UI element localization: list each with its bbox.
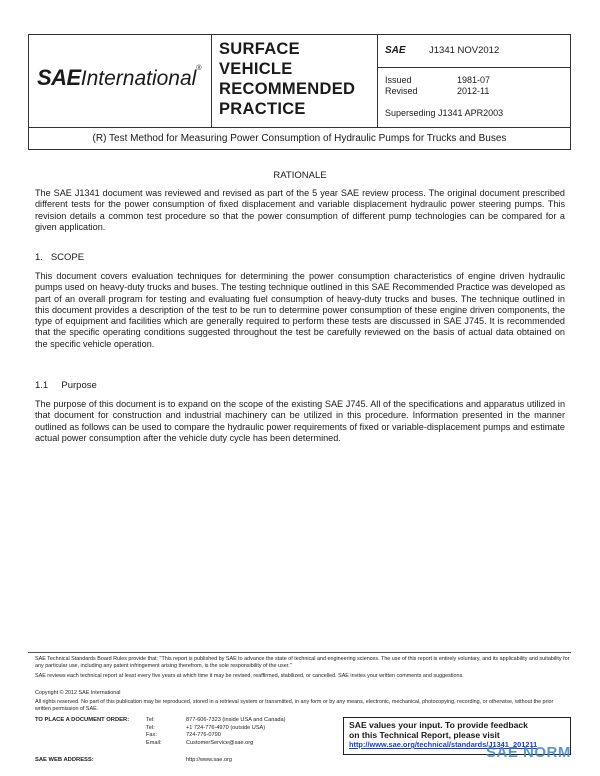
- rights-notice: All rights reserved. No part of this publication may be reproduced, stored in a retrieval system or transmitted, in any form or by any means, electronic, mechanical, photocopying, recording, or otherwise, without the prior written permission of SAE.: [35, 699, 554, 713]
- email-link[interactable]: CustomerService@sae.org: [186, 739, 254, 746]
- header-divider: [377, 35, 378, 127]
- document-number: J1341 NOV2012: [429, 45, 500, 56]
- document-title: (R) Test Method for Measuring Power Consumption of Hydraulic Pumps for Trucks and Buses: [92, 133, 507, 144]
- revised-row: [385, 86, 490, 96]
- tel-label: Tel:: [146, 717, 155, 723]
- doc-type-line: SURFACE: [219, 40, 300, 58]
- web-label: [35, 757, 94, 765]
- logo-sae-text: SAE: [37, 65, 81, 90]
- feedback-link[interactable]: http://www.sae.org/technical/standards/J1341_201211: [349, 740, 538, 749]
- purpose-paragraph: The purpose of this document is to expand on the scope of the existing SAE J745. All of the specifications and apparatus utilized in that document for construction and industrial machinery can be utilized in this procedure. Information presented in the manner outlined as follows can be used to compare the hydraulic power requirements of fixed or variable-displacement pumps and estimate actual power consumption after the vehicle duty cycle has been determined.: [35, 399, 565, 443]
- purpose-heading: 1.1 Purpose: [35, 380, 97, 391]
- rules-notice: SAE Technical Standards Board Rules provide that: "This report is published by SAE to advance the state of technical and engineering sciences. The use of this report is entirely voluntary, and its applicability and suitability for any particular use, including any patent infringement arising therefrom, is the sole responsibility of the user.": [35, 656, 570, 670]
- review-notice: SAE reviews each technical report at least every five years at which time it may be revised, reaffirmed, stabilized, or cancelled. SAE invites your written comments and suggestions.: [35, 673, 464, 679]
- feedback-line: on this Technical Report, please visit: [349, 730, 500, 740]
- document-header: [28, 34, 571, 150]
- issued-label: Issued: [385, 75, 412, 85]
- fax-value: 724-776-0790: [186, 732, 221, 738]
- scope-paragraph: This document covers evaluation techniques for determining the power consumption characteristics of engine driven hydraulic pumps used on heavy-duty trucks and buses. The testing technique outlined in this SAE Recommended Practice was developed as part of an overall program for testing and evaluating fuel consumption of heavy-duty trucks and buses. The technique outlined in this document provides a description of the test to be run to determine power consumption of these engine driven components, the type of equipment and facilities which are generally required to perform these tests are discussed in SAE J745. It is recommended that the specific operating conditions suggested throughout the test be carefully reviewed on the basis of actual data obtained on the specific vehicle operation.: [35, 271, 565, 349]
- revised-value: 2012-11: [457, 86, 490, 96]
- rationale-paragraph: The SAE J1341 document was reviewed and revised as part of the 5 year SAE review process. The original document prescribed different tests for the power consumption of fixed displacement and variable displacement hydraulic power steering pumps. This revision details a common test procedure so that the power consumption of different pump technologies can be compared for a given application.: [35, 188, 565, 232]
- order-label: [35, 717, 129, 725]
- header-divider: [29, 127, 570, 128]
- feedback-line: SAE values your input. To provide feedback: [349, 720, 528, 730]
- sae-international-logo: [37, 65, 202, 91]
- doc-type-line: VEHICLE: [219, 60, 293, 78]
- header-divider: [211, 35, 212, 127]
- logo-international-text: International: [80, 67, 197, 90]
- superseding: Superseding J1341 APR2003: [385, 108, 504, 118]
- doc-type-line: PRACTICE: [219, 100, 306, 118]
- logo-trademark: ®: [196, 65, 202, 72]
- header-divider: [378, 67, 571, 68]
- copyright: Copyright © 2012 SAE International: [35, 690, 121, 696]
- tel2-value: +1 724-776-4970 (outside USA): [186, 724, 266, 731]
- footer-rule: [28, 652, 571, 653]
- fax-label: Fax:: [146, 732, 157, 738]
- watermark-logo: SAE NORM: [486, 744, 571, 761]
- web-label-text: SAE WEB ADDRESS:: [35, 757, 94, 763]
- rationale-heading: RATIONALE: [273, 170, 327, 181]
- document-type: [219, 39, 355, 119]
- contact-values: [186, 717, 286, 747]
- tel2-label: Tel:: [146, 724, 155, 731]
- web-link[interactable]: http://www.sae.org: [186, 757, 233, 763]
- doc-type-line: RECOMMENDED: [219, 80, 356, 98]
- document-id: [385, 45, 500, 56]
- contact-labels: [146, 717, 162, 747]
- small-sae-logo: SAE: [385, 45, 406, 56]
- issued-value: 1981-07: [457, 75, 491, 85]
- revised-label: Revised: [385, 86, 418, 96]
- issued-row: [385, 75, 491, 85]
- order-label-text: TO PLACE A DOCUMENT ORDER:: [35, 717, 130, 723]
- email-label: Email:: [146, 739, 162, 746]
- scope-heading: 1. SCOPE: [35, 252, 85, 263]
- tel-value: 877-606-7323 (inside USA and Canada): [186, 717, 286, 723]
